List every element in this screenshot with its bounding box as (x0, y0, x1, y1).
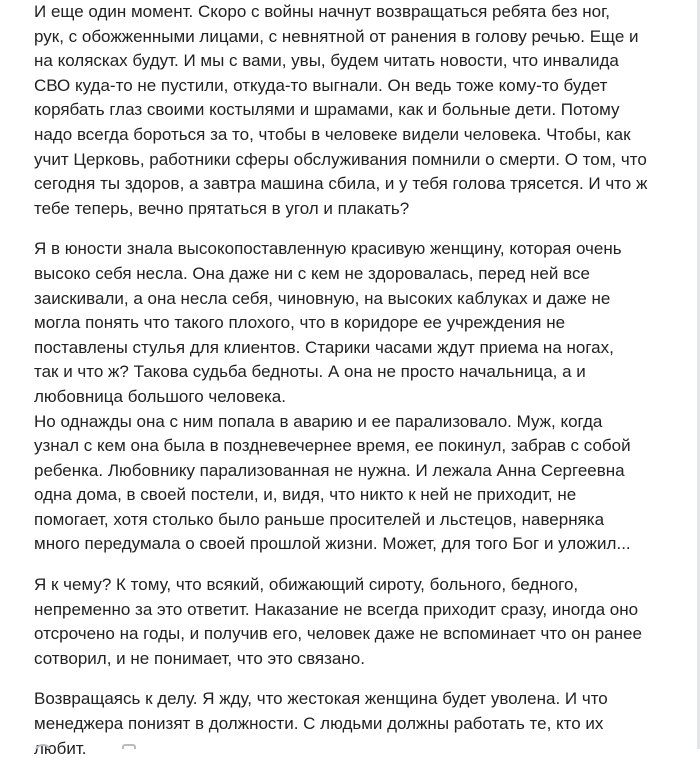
text-line: ребенка. Любовнику парализованная не нужна. И лежала Анна Сергеевна (34, 460, 625, 480)
post-actions (30, 740, 170, 749)
text-line: И еще один момент. Скоро с войны начнут возвращаться ребята без ног, (34, 2, 610, 21)
text-line: одна дома, в своей постели, и, видя, что никто к ней не приходит, не (34, 485, 577, 505)
text-line: так и что ж? Такова судьба бедноты. А она не просто начальница, а и (34, 362, 586, 382)
text-line: поставлены стулья для клиентов. Старики часами ждут приема на ногах, (34, 337, 614, 357)
text-line: учит Церковь, работники сферы обслуживания помнили о смерти. О том, что (34, 149, 647, 169)
text-line: надо всегда бороться за то, чтобы в человеке видели человека. Чтобы, как (34, 124, 631, 144)
text-line: на колясках будут. И мы с вами, увы, будем читать новости, что инвалида (34, 51, 619, 71)
text-line: помогает, хотя столько было раньше просителей и льстецов, наверняка (34, 509, 605, 529)
text-line: СВО куда-то не пустили, откуда-то выгнали. Он ведь тоже кому-то будет (34, 75, 608, 95)
text-line: Я к чему? К тому, что всякий, обижающий сироту, больного, бедного, (34, 575, 579, 595)
text-line: сотворил, и не понимает, что это связано. (34, 648, 365, 668)
post-body (34, 0, 689, 777)
text-line: могла понять что такого плохого, что в коридоре ее учреждения не (34, 313, 566, 333)
text-line: заискивали, а она несла себя, чиновную, на высоких каблуках и даже не (34, 288, 611, 308)
text-line: узнал с кем она была в поздневечернее время, ее покинул, забрав с собой (34, 436, 631, 456)
text-line: отсрочено на годы, и получив его, человек даже не вспоминает что он ранее (34, 624, 642, 644)
text-line: много передумала о своей прошлой жизни. Может, для того Бог и уложил... (34, 534, 631, 554)
paragraph-2 (34, 237, 689, 557)
text-line: сегодня ты здоров, а завтра машина сбила, и у тебя голова трясется. И что ж (34, 174, 648, 194)
text-line: любовница большого человека. (34, 386, 286, 406)
text-line: корябать глаз своими костылями и шрамами, как и больные дети. Потому (34, 100, 620, 120)
text-line: менеджера понизят в должности. С людьми должны работать те, кто их (34, 714, 604, 734)
paragraph-3 (34, 573, 689, 671)
text-line: рук, с обожженными лицами, с невнятной от ранения в голову речью. Еще и (34, 26, 639, 46)
text-line: тебе теперь, вечно прятаться в угол и плакать? (34, 198, 410, 218)
paragraph-1 (34, 0, 689, 221)
text-line: Но однажды она с ним попала в аварию и ее парализовало. Муж, когда (34, 411, 603, 431)
like-icon[interactable] (34, 744, 52, 749)
text-line: любит. (34, 738, 87, 758)
paragraph-4 (34, 687, 689, 761)
text-line: высоко себя несла. Она даже ни с кем не здоровалась, перед ней все (34, 263, 590, 283)
text-line: Я в юности знала высокопоставленную красивую женщину, которая очень (34, 239, 622, 259)
text-line: непременно за это ответит. Наказание не всегда приходит сразу, иногда оно (34, 599, 639, 619)
comment-icon[interactable] (122, 744, 136, 749)
text-line: Возвращаясь к делу. Я жду, что жестокая женщина будет уволена. И что (34, 689, 608, 709)
